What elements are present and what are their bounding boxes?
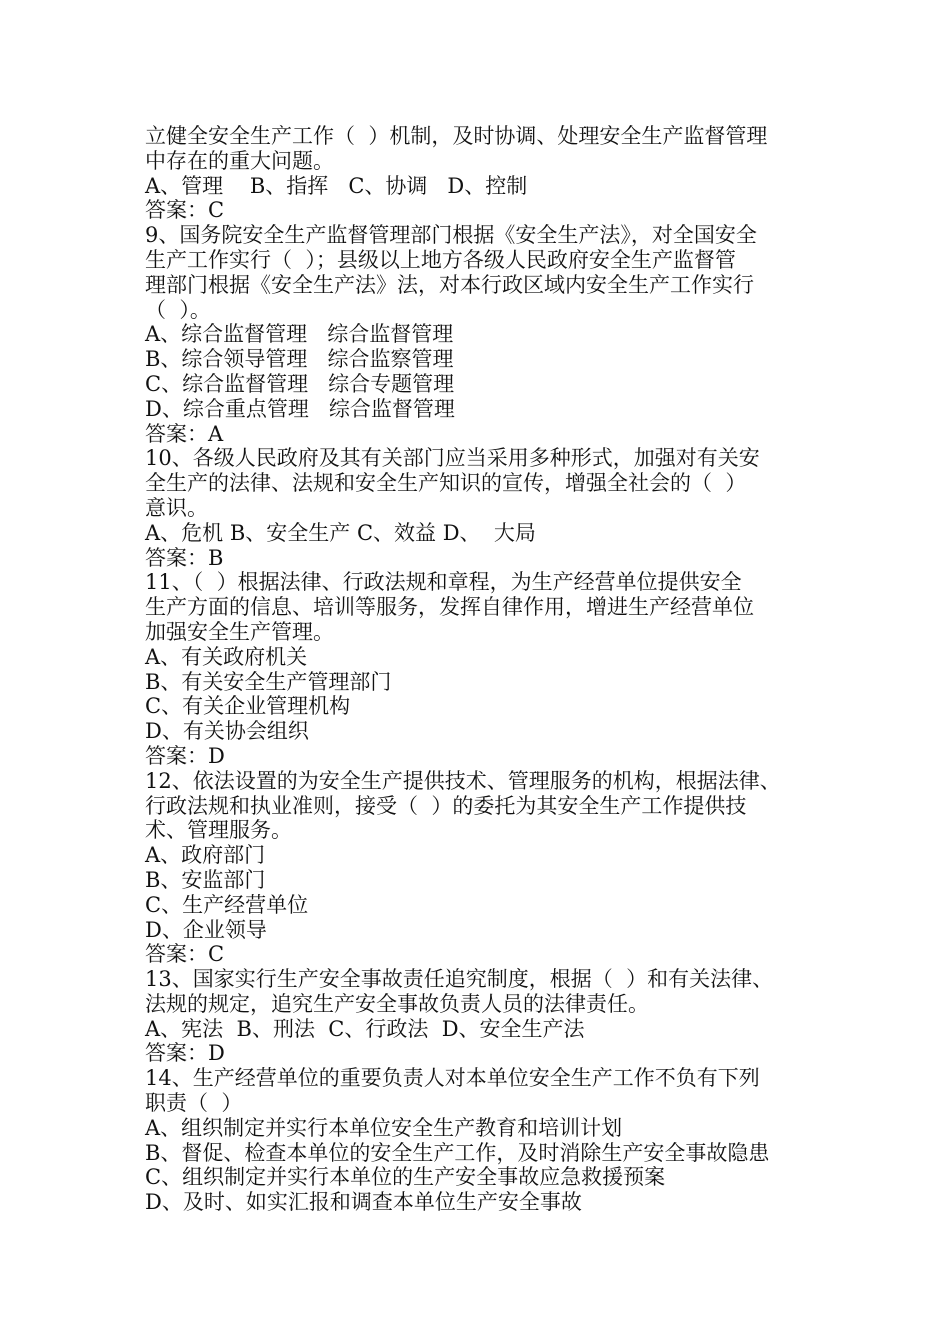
answer-key: 答案：B	[145, 545, 224, 570]
answer-key: 答案：C	[145, 942, 225, 967]
question-9: 9、国务院安全生产监督管理部门根据《安全生产法》，对全国安全	[145, 223, 757, 248]
answer-key: 答案：A	[145, 421, 224, 446]
text-line: 生产工作实行（ ）；县级以上地方各级人民政府安全生产监督管	[145, 247, 736, 272]
question-13: 13、国家实行生产安全事故责任追究制度，根据（ ）和有关法律、	[145, 967, 774, 992]
option-c: C、有关企业管理机构	[145, 694, 351, 719]
option-d: D、综合重点管理 综合监督管理	[145, 396, 455, 421]
text-line: 行政法规和执业准则，接受（ ）的委托为其安全生产工作提供技	[145, 793, 747, 818]
option-c: C、组织制定并实行本单位的生产安全事故应急救援预案	[145, 1165, 666, 1190]
option-a: A、政府部门	[145, 843, 266, 868]
option-b: B、综合领导管理 综合监察管理	[145, 347, 454, 372]
text-line: （ ）。	[145, 297, 211, 322]
answer-options: A、宪法 B、刑法 C、行政法 D、安全生产法	[145, 1016, 585, 1041]
option-d: D、有关协会组织	[145, 719, 309, 744]
text-line: 意识。	[145, 495, 208, 520]
text-line: 中存在的重大问题。	[145, 148, 334, 173]
text-line: 全生产的法律、法规和安全生产知识的宣传，增强全社会的（ ）	[145, 471, 747, 496]
document-body	[145, 124, 825, 1215]
option-a: A、组织制定并实行本单位安全生产教育和培训计划	[145, 1115, 623, 1140]
question-14: 14、生产经营单位的重要负责人对本单位安全生产工作不负有下列	[145, 1066, 760, 1091]
text-line: 职责（ ）	[145, 1091, 243, 1116]
question-11: 11、（ ）根据法律、行政法规和章程，为生产经营单位提供安全	[145, 570, 742, 595]
option-a: A、综合监督管理 综合监督管理	[145, 322, 454, 347]
answer-options: A、管理 B、指挥 C、协调 D、控制	[145, 173, 528, 198]
answer-key: 答案：C	[145, 198, 225, 223]
question-10: 10、各级人民政府及其有关部门应当采用多种形式，加强对有关安	[145, 446, 760, 471]
option-d: D、及时、如实汇报和调查本单位生产安全事故	[145, 1190, 582, 1215]
answer-options: A、危机 B、安全生产 C、效益 D、 大局	[145, 520, 536, 545]
text-line: 法规的规定，追究生产安全事故负责人员的法律责任。	[145, 991, 649, 1016]
option-b: B、安监部门	[145, 867, 266, 892]
option-b: B、有关安全生产管理部门	[145, 669, 392, 694]
option-c: C、生产经营单位	[145, 892, 309, 917]
option-b: B、督促、检查本单位的安全生产工作，及时消除生产安全事故隐患	[145, 1140, 770, 1165]
text-line: 术、管理服务。	[145, 818, 292, 843]
text-line: 立健全安全生产工作（ ）机制，及时协调、处理安全生产监督管理	[145, 124, 768, 148]
text-line: 加强安全生产管理。	[145, 619, 334, 644]
option-a: A、有关政府机关	[145, 644, 308, 669]
answer-key: 答案：D	[145, 743, 225, 768]
text-line: 生产方面的信息、培训等服务，发挥自律作用，增进生产经营单位	[145, 595, 754, 620]
option-d: D、企业领导	[145, 917, 267, 942]
option-c: C、综合监督管理 综合专题管理	[145, 371, 455, 396]
answer-key: 答案：D	[145, 1041, 225, 1066]
question-12: 12、依法设置的为安全生产提供技术、管理服务的机构，根据法律、	[145, 768, 781, 793]
text-line: 理部门根据《安全生产法》法，对本行政区域内安全生产工作实行	[145, 272, 754, 297]
